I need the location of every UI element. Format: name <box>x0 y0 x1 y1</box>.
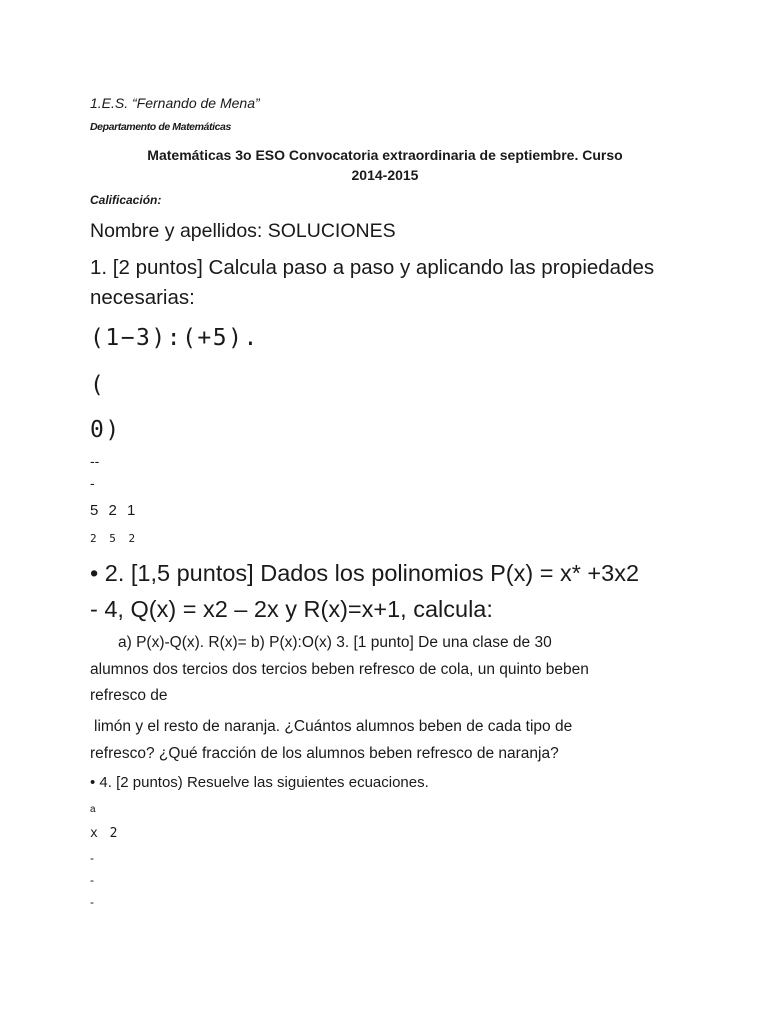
question4-statement: • 4. [2 puntos) Resuelve las siguientes ecuaciones. <box>90 774 429 791</box>
question2-statement-line1: • 2. [1,5 puntos] Dados los polinomios P(x) = x* +3x2 <box>90 560 640 586</box>
body-text-line1: a) P(x)-Q(x). R(x)= b) P(x):O(x) 3. [1 punto] De una clase de 30 <box>118 634 552 651</box>
question4-dash-3: - <box>90 895 94 909</box>
school-name: 1.E.S. “Fernando de Mena” <box>90 95 260 111</box>
exam-title-line1: Matemáticas 3o ESO Convocatoria extraordinaria de septiembre. Curso <box>147 147 623 163</box>
body-text-line4: limón y el resto de naranja. ¿Cuántos alumnos beben de cada tipo de <box>94 718 573 735</box>
body-text-line2: alumnos dos tercios dos tercios beben refresco de cola, un quinto beben <box>90 661 589 678</box>
question4-dash-2: - <box>90 873 94 887</box>
question4-equation-fragment: x 2 <box>90 826 120 841</box>
question2-statement-line2: - 4, Q(x) = x2 – 2x y R(x)=x+1, calcula: <box>90 596 493 622</box>
fraction-numbers-1: 5 2 1 <box>90 502 139 519</box>
body-text-line3: refresco de <box>90 687 168 704</box>
department-name: Departamento de Matemáticas <box>90 121 231 133</box>
body-text-line5: refresco? ¿Qué fracción de los alumnos beben refresco de naranja? <box>90 745 559 762</box>
question1-expression-line1: (1−3):(+5). <box>90 325 259 351</box>
fraction-dash-2: - <box>90 475 95 491</box>
exam-title-line2: 2014-2015 <box>351 167 419 183</box>
question1-expression-line3: 0) <box>90 417 121 443</box>
student-name-line: Nombre y apellidos: SOLUCIONES <box>90 220 396 242</box>
fraction-dash-1: -- <box>90 453 100 469</box>
fraction-numbers-2: 2 5 2 <box>90 532 139 545</box>
question4-dash-1: - <box>90 851 94 865</box>
question1-statement-line1: 1. [2 puntos] Calcula paso a paso y aplicando las propiedades <box>90 256 655 279</box>
question4-item-a: a <box>90 804 96 815</box>
grade-label: Calificación: <box>90 193 162 207</box>
question1-expression-line2: ( <box>90 372 106 398</box>
question1-statement-line2: necesarias: <box>90 286 195 309</box>
